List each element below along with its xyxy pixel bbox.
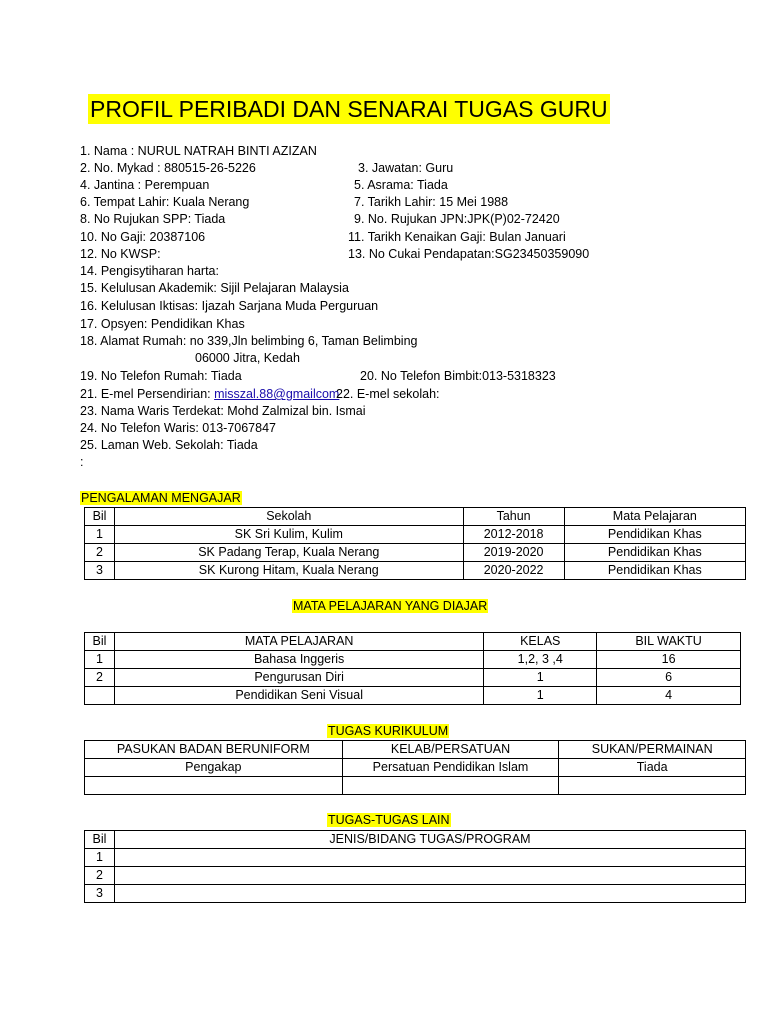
info-row-15: [80, 403, 760, 420]
table-cell: Pendidikan Khas: [564, 526, 745, 544]
header-cell: Bil: [85, 831, 115, 849]
table-cell: Persatuan Pendidikan Islam: [342, 759, 559, 777]
table-cell: [114, 849, 745, 867]
table-cell: 2020-2022: [463, 562, 564, 580]
info-label-mykad: 2. No. Mykad :: [80, 161, 161, 175]
info-label-emel-sekolah: 22. E-mel sekolah:: [336, 387, 440, 401]
table-cell: 1: [85, 849, 115, 867]
info-value-nama: NURUL NATRAH BINTI AZIZAN: [137, 144, 317, 158]
table-row: [85, 867, 746, 885]
info-value-no-gaji: 20387106: [149, 230, 206, 244]
email-link[interactable]: misszal.88@gmailcom: [214, 387, 340, 401]
header-cell: Tahun: [463, 508, 564, 526]
table-row: [85, 544, 746, 562]
section-heading-mata-pelajaran: [292, 598, 488, 614]
table-row: [85, 759, 746, 777]
info-value-laman-web: Tiada: [226, 438, 258, 452]
info-label-iktisas: 16. Kelulusan Iktisas:: [80, 299, 199, 313]
info-label-alamat: 18. Alamat Rumah:: [80, 334, 187, 348]
mata-pelajaran-table: [84, 632, 741, 705]
table-header-row: [85, 741, 746, 759]
table-cell: 2: [85, 867, 115, 885]
table-header-row: [85, 831, 746, 849]
table-cell: 1,2, 3 ,4: [484, 651, 597, 669]
header-cell: Sekolah: [115, 508, 464, 526]
table-cell: [114, 885, 745, 903]
info-label-jawatan: 3. Jawatan:: [358, 161, 422, 175]
info-row-13: [80, 368, 760, 385]
table-cell: [342, 777, 559, 795]
table-cell: Tiada: [559, 759, 746, 777]
info-row-1: [80, 143, 760, 160]
info-label-rujukan-spp: 8. No Rujukan SPP:: [80, 212, 192, 226]
info-value-akademik: Sijil Pelajaran Malaysia: [220, 281, 349, 295]
header-cell: SUKAN/PERMAINAN: [559, 741, 746, 759]
table-row: [85, 526, 746, 544]
info-row-5: [80, 211, 760, 228]
info-label-no-gaji: 10. No Gaji:: [80, 230, 147, 244]
info-label-asrama: 5. Asrama:: [354, 178, 414, 192]
info-value-jantina: Perempuan: [144, 178, 210, 192]
table-cell: [85, 687, 115, 705]
tugas-lain-table: [84, 830, 746, 903]
info-value-jawatan: Guru: [425, 161, 454, 175]
info-value-tel-bimbit: 013-5318323: [482, 369, 556, 383]
info-label-harta: 14. Pengisytiharan harta:: [80, 264, 219, 278]
info-label-akademik: 15. Kelulusan Akademik:: [80, 281, 217, 295]
info-row-17: [80, 437, 760, 454]
table-header-row: [85, 508, 746, 526]
table-cell: 3: [85, 885, 115, 903]
table-cell: 1: [85, 526, 115, 544]
info-row-16: [80, 420, 760, 437]
section-heading-pengalaman: [80, 490, 242, 506]
pengalaman-heading: PENGALAMAN MENGAJAR: [81, 491, 241, 505]
info-label-kenaikan-gaji: 11. Tarikh Kenaikan Gaji:: [348, 230, 486, 244]
info-row-9: [80, 280, 760, 297]
table-cell: 2: [85, 544, 115, 562]
info-value-alamat-line2: 06000 Jitra, Kedah: [195, 351, 300, 365]
info-row-14: [80, 386, 760, 403]
table-cell: 4: [597, 687, 741, 705]
header-cell: Bil: [85, 508, 115, 526]
header-cell: MATA PELAJARAN: [114, 633, 483, 651]
info-value-alamat: no 339,Jln belimbing 6, Taman Belimbing: [189, 334, 418, 348]
info-value-tel-waris: 013-7067847: [202, 421, 276, 435]
table-header-row: [85, 633, 741, 651]
tugas-lain-heading: TUGAS-TUGAS LAIN: [328, 813, 450, 827]
table-cell: SK Kurong Hitam, Kuala Nerang: [115, 562, 464, 580]
info-value-asrama: Tiada: [417, 178, 448, 192]
info-row-11: [80, 316, 760, 333]
table-cell: 1: [484, 687, 597, 705]
info-label-laman-web: 25. Laman Web. Sekolah:: [80, 438, 224, 452]
table-row: [85, 669, 741, 687]
table-cell: 2: [85, 669, 115, 687]
table-row: [85, 885, 746, 903]
info-row-7: [80, 246, 760, 263]
info-row-trailing: [80, 454, 760, 471]
info-row-2: [80, 160, 760, 177]
info-label-emel-peribadi: 21. E-mel Persendirian:: [80, 387, 211, 401]
info-row-6: [80, 229, 760, 246]
header-cell: Bil: [85, 633, 115, 651]
info-label-tel-rumah: 19. No Telefon Rumah:: [80, 369, 208, 383]
table-cell: Pendidikan Seni Visual: [114, 687, 483, 705]
info-value-kenaikan-gaji: Bulan Januari: [489, 230, 566, 244]
info-label-tel-waris: 24. No Telefon Waris:: [80, 421, 199, 435]
table-row: [85, 562, 746, 580]
info-label-tarikh-lahir: 7. Tarikh Lahir:: [354, 195, 436, 209]
info-label-tempat-lahir: 6. Tempat Lahir:: [80, 195, 170, 209]
info-label-waris: 23. Nama Waris Terdekat:: [80, 404, 224, 418]
info-label-jantina: 4. Jantina :: [80, 178, 142, 192]
info-value-opsyen: Pendidikan Khas: [150, 317, 245, 331]
page-title: PROFIL PERIBADI DAN SENARAI TUGAS GURU: [90, 96, 608, 122]
mata-pelajaran-heading: MATA PELAJARAN YANG DIAJAR: [293, 599, 488, 613]
table-cell: 1: [85, 651, 115, 669]
table-cell: [114, 867, 745, 885]
table-row: [85, 849, 746, 867]
info-row-4: [80, 194, 760, 211]
info-label-cukai: 13. No Cukai Pendapatan:: [348, 247, 495, 261]
pengalaman-table: [84, 507, 746, 580]
table-cell: 2019-2020: [463, 544, 564, 562]
info-label-rujukan-jpn: 9. No. Rujukan JPN:: [354, 212, 468, 226]
info-value-iktisas: Ijazah Sarjana Muda Perguruan: [201, 299, 379, 313]
table-cell: SK Padang Terap, Kuala Nerang: [115, 544, 464, 562]
table-cell: Pendidikan Khas: [564, 562, 745, 580]
info-label-kwsp: 12. No KWSP:: [80, 247, 161, 261]
info-value-tel-rumah: Tiada: [210, 369, 242, 383]
table-cell: 2012-2018: [463, 526, 564, 544]
header-cell: BIL WAKTU: [597, 633, 741, 651]
table-cell: Pengurusan Diri: [114, 669, 483, 687]
kurikulum-heading: TUGAS KURIKULUM: [328, 724, 449, 738]
table-cell: SK Sri Kulim, Kulim: [115, 526, 464, 544]
header-cell: JENIS/BIDANG TUGAS/PROGRAM: [114, 831, 745, 849]
header-cell: PASUKAN BADAN BERUNIFORM: [85, 741, 343, 759]
header-cell: KELAS: [484, 633, 597, 651]
table-cell: 16: [597, 651, 741, 669]
table-row: [85, 687, 741, 705]
table-row: [85, 651, 741, 669]
info-value-rujukan-jpn: JPK(P)02-72420: [467, 212, 560, 226]
info-row-12b: [195, 350, 768, 367]
table-cell: 3: [85, 562, 115, 580]
header-cell: KELAB/PERSATUAN: [342, 741, 559, 759]
info-row-10: [80, 298, 760, 315]
table-cell: Pengakap: [85, 759, 343, 777]
info-label-nama: 1. Nama :: [80, 144, 135, 158]
table-cell: [85, 777, 343, 795]
info-value-waris: Mohd Zalmizal bin. Ismai: [227, 404, 366, 418]
info-value-tarikh-lahir: 15 Mei 1988: [439, 195, 509, 209]
table-cell: Bahasa Inggeris: [114, 651, 483, 669]
info-label-tel-bimbit: 20. No Telefon Bimbit:: [360, 369, 483, 383]
info-label-opsyen: 17. Opsyen:: [80, 317, 148, 331]
info-row-12: [80, 333, 760, 350]
section-heading-tugas-lain: [327, 812, 451, 828]
table-cell: [559, 777, 746, 795]
info-row-3: [80, 177, 760, 194]
table-row: [85, 777, 746, 795]
info-row-8: [80, 263, 760, 280]
trailing-colon: :: [80, 455, 84, 469]
info-value-tempat-lahir: Kuala Nerang: [172, 195, 250, 209]
table-cell: 1: [484, 669, 597, 687]
table-cell: Pendidikan Khas: [564, 544, 745, 562]
table-cell: 6: [597, 669, 741, 687]
section-heading-kurikulum: [327, 723, 449, 739]
kurikulum-table: [84, 740, 746, 795]
info-value-mykad: 880515-26-5226: [164, 161, 256, 175]
info-value-rujukan-spp: Tiada: [194, 212, 226, 226]
header-cell: Mata Pelajaran: [564, 508, 745, 526]
info-value-cukai: SG23450359090: [494, 247, 590, 261]
